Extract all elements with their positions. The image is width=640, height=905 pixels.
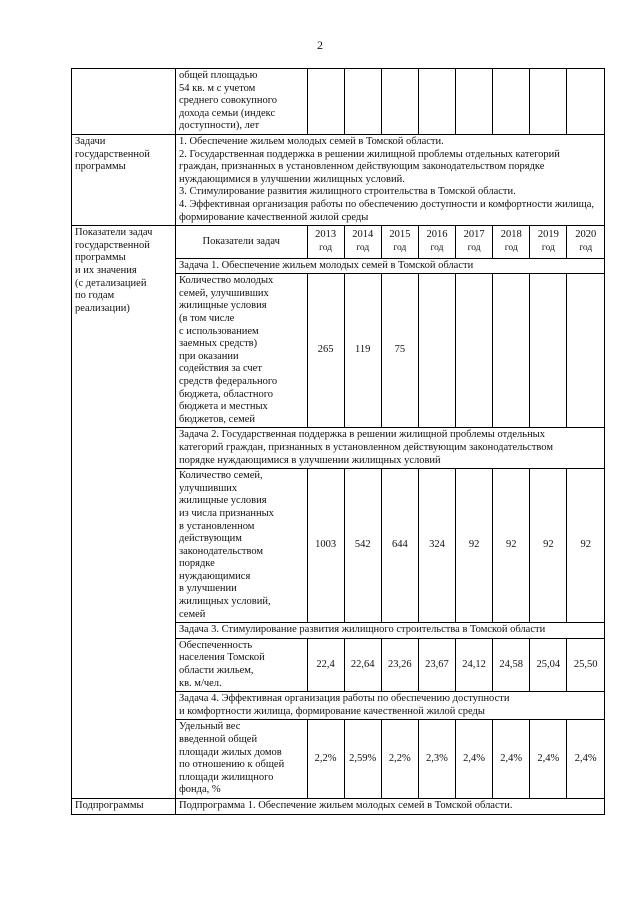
value-cell: 2,4%	[530, 720, 567, 798]
task1-title: Задача 1. Обеспечение жильем молодых семей в Томской области	[176, 258, 604, 274]
value-cell: 2,4%	[567, 720, 604, 798]
task-title-row	[176, 428, 604, 469]
label-line: программы	[75, 252, 126, 264]
table-row-subprograms	[72, 798, 605, 814]
value-cell: 92	[493, 469, 530, 623]
value-cell	[307, 69, 344, 134]
value-cell	[493, 69, 530, 134]
value-cell	[567, 274, 604, 428]
value-cell	[530, 69, 567, 134]
task3-indicator: Обеспеченность населения Томской области жильем, кв. м/чел.	[176, 638, 307, 691]
label-line: и их значения	[75, 264, 137, 276]
task3-values-row	[176, 638, 604, 691]
task3-title: Задача 3. Стимулирование развития жилищного строительства в Томской области	[176, 623, 604, 639]
value-cell: 92	[456, 469, 493, 623]
task-title-row	[176, 692, 604, 720]
year-header: 2013 год	[307, 226, 344, 258]
value-cell	[381, 69, 418, 134]
subprograms-label: Подпрограммы	[72, 798, 176, 814]
value-cell	[418, 274, 455, 428]
value-cell: 23,67	[418, 638, 455, 691]
task1-indicator: Количество молодых семей, улучшивших жилищные условия (в том числе с использованием заемных средств) при оказании содействия за счет средств федерального бюджета, областного бюджета и местных бюджетов, семей	[176, 274, 307, 428]
empty-label-cell	[72, 69, 176, 135]
table-row-top	[72, 69, 605, 135]
page-number: 2	[317, 38, 323, 52]
tasks-list	[176, 134, 605, 225]
year-header: 2020 год	[567, 226, 604, 258]
indicator-cell	[176, 69, 307, 134]
indicators-header-row	[176, 226, 604, 258]
label-line: Показатели задач	[75, 227, 153, 239]
task4-indicator: Удельный вес введенной общей площади жилых домов по отношению к общей площади жилищного фонда, %	[176, 720, 307, 798]
label-line: реализации)	[75, 302, 130, 314]
task-item: 1. Обеспечение жильем молодых семей в Томской области.	[179, 135, 444, 147]
task4-values-row	[176, 720, 604, 798]
label-line: программы	[75, 161, 126, 173]
value-cell: 92	[567, 469, 604, 623]
value-cell	[567, 69, 604, 134]
indicators-header-label: Показатели задач	[176, 226, 307, 258]
value-cell: 25,50	[567, 638, 604, 691]
value-cell: 22,64	[344, 638, 381, 691]
year-header: 2014 год	[344, 226, 381, 258]
task2-title: Задача 2. Государственная поддержка в решении жилищной проблемы отдельных категорий граждан, признанных в установленном действующим законодательством порядке нуждающимися в улучшении жилищных условий	[176, 428, 604, 469]
value-cell: 24,58	[493, 638, 530, 691]
indicator-line: 54 кв. м с учетом	[179, 82, 256, 94]
value-cell: 92	[530, 469, 567, 623]
year-header: 2017 год	[456, 226, 493, 258]
value-cell	[456, 274, 493, 428]
value-cell	[530, 274, 567, 428]
value-cell	[418, 69, 455, 134]
value-cell: 2,4%	[456, 720, 493, 798]
indicator-line: общей площадью	[179, 70, 258, 81]
value-cell: 324	[418, 469, 455, 623]
value-cell: 644	[381, 469, 418, 623]
value-cell: 542	[344, 469, 381, 623]
year-header: 2018 год	[493, 226, 530, 258]
value-cell: 2,2%	[307, 720, 344, 798]
passport-table	[71, 68, 605, 815]
value-cell: 22,4	[307, 638, 344, 691]
year-header: 2015 год	[381, 226, 418, 258]
subprograms-text: Подпрограмма 1. Обеспечение жильем молодых семей в Томской области.	[176, 798, 605, 814]
task-item: 2. Государственная поддержка в решении жилищной проблемы отдельных категорий граждан, признанных в установленном действующим законодательством порядке нуждающимися в улучшении жилищных условий.	[179, 148, 560, 185]
indicator-line: дохода семьи (индекс	[179, 107, 276, 119]
label-line: государственной	[75, 239, 150, 251]
value-cell: 119	[344, 274, 381, 428]
task-title-row	[176, 623, 604, 639]
top-values-table	[176, 69, 604, 134]
value-cell: 23,26	[381, 638, 418, 691]
label-line: Задачи	[75, 135, 106, 147]
year-header: 2019 год	[530, 226, 567, 258]
task1-values-row	[176, 274, 604, 428]
indicator-line: доступности), лет	[179, 120, 260, 132]
value-cell: 2,2%	[381, 720, 418, 798]
year-header: 2016 год	[418, 226, 455, 258]
value-cell: 265	[307, 274, 344, 428]
task4-title: Задача 4. Эффективная организация работы по обеспечению доступности и комфортности жилища, формирование качественной жилой среды	[176, 692, 604, 720]
value-cell: 75	[381, 274, 418, 428]
task-item: 4. Эффективная организация работы по обеспечению доступности и комфортности жилища, формирование качественной жилой среды	[179, 198, 594, 223]
tasks-label	[72, 134, 176, 225]
table-row-tasks	[72, 134, 605, 225]
value-cell	[493, 274, 530, 428]
value-cell: 2,59%	[344, 720, 381, 798]
task2-values-row	[176, 469, 604, 623]
value-cell: 25,04	[530, 638, 567, 691]
value-cell: 1003	[307, 469, 344, 623]
task2-indicator: Количество семей, улучшивших жилищные условия из числа признанных в установленном действующим законодательством порядке нуждающимися в улучшении жилищных условий, семей	[176, 469, 307, 623]
value-cell: 24,12	[456, 638, 493, 691]
task-title-row	[176, 258, 604, 274]
indicators-table	[176, 226, 604, 798]
label-line: по годам	[75, 290, 115, 302]
value-cell: 2,4%	[493, 720, 530, 798]
value-cell	[456, 69, 493, 134]
value-cell	[344, 69, 381, 134]
table-row-indicators	[72, 226, 605, 799]
label-line: (с детализацией	[75, 277, 147, 289]
task-item: 3. Стимулирование развития жилищного строительства в Томской области.	[179, 186, 516, 198]
indicators-label	[72, 226, 176, 799]
label-line: государственной	[75, 148, 150, 160]
indicator-line: среднего совокупного	[179, 95, 278, 107]
value-cell: 2,3%	[418, 720, 455, 798]
